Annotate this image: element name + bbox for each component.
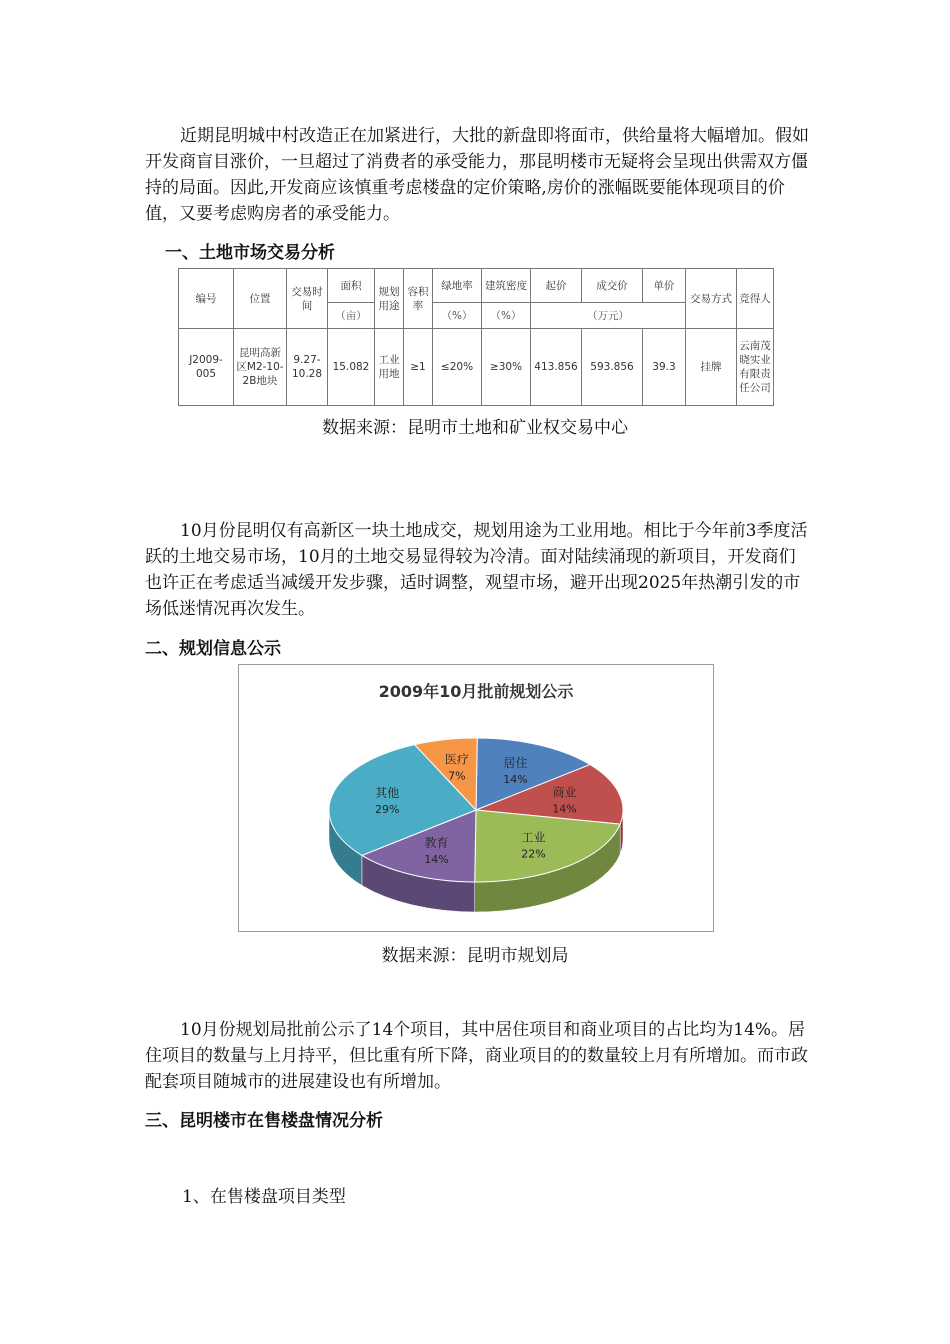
pie-label-医疗: 医疗: [444, 752, 469, 767]
item-1: 1、在售楼盘项目类型: [182, 1187, 346, 1207]
intro-paragraph: 近期昆明城中村改造正在加紧进行，大批的新盘即将面市，供给量将大幅增加。假如开发商盲目涨价，一旦超过了消费者的承受能力，那昆明楼市无疑将会呈现出供需双方僵持的局面。因此,开发商应该慎重考虑楼盘的定价策略,房价的涨幅既要能体现项目的价值，又要考虑购房者的承受能力。: [145, 126, 809, 224]
pie-label-工业: 工业: [521, 830, 546, 845]
pie-label-其他: 其他: [375, 785, 400, 800]
header-far: 容积率: [404, 269, 433, 329]
unit-price: （万元）: [531, 303, 686, 329]
pie-tops: [329, 738, 623, 882]
unit-area: （亩）: [328, 303, 375, 329]
pie-chart-svg: [239, 665, 713, 931]
header-start-price: 起价: [531, 269, 582, 303]
header-use: 规划用途: [375, 269, 404, 329]
cell-green: ≤20%: [433, 329, 482, 406]
pie-label-居住: 居住: [503, 755, 528, 770]
table-row: [179, 329, 774, 406]
land-transaction-table: [178, 268, 774, 406]
header-time: 交易时间: [287, 269, 328, 329]
pie-value-工业: 22%: [521, 847, 546, 861]
header-green: 绿地率: [433, 269, 482, 303]
unit-density: （%）: [482, 303, 531, 329]
cell-location: 昆明高新区M2-10-2B地块: [234, 329, 287, 406]
source-planning: 数据来源：昆明市规划局: [381, 946, 569, 966]
cell-deal-price: 593.856: [582, 329, 643, 406]
paragraph-land-analysis: 10月份昆明仅有高新区一块土地成交，规划用途为工业用地。相比于今年前3季度活跃的土地交易市场，10月的土地交易显得较为冷清。面对陆续涌现的新项目，开发商们也许正在考虑适当减缓开发步骤，适时调整，观望市场，避开出现2025年热潮引发的市场低迷情况再次发生。: [145, 521, 808, 619]
section-1-title: 一、土地市场交易分析: [165, 243, 335, 263]
cell-use: 工业用地: [375, 329, 404, 406]
pie-value-医疗: 7%: [448, 769, 466, 783]
section-3-title: 三、昆明楼市在售楼盘情况分析: [145, 1111, 383, 1131]
header-deal-price: 成交价: [582, 269, 643, 303]
pie-label-商业: 商业: [552, 785, 577, 800]
cell-time: 9.27-10.28: [287, 329, 328, 406]
pie-value-居住: 14%: [503, 772, 528, 786]
source-land: 数据来源：昆明市土地和矿业权交易中心: [322, 418, 628, 438]
header-density: 建筑密度: [482, 269, 531, 303]
pie-value-商业: 14%: [552, 802, 577, 816]
pie-value-其他: 29%: [375, 802, 400, 816]
pie-value-教育: 14%: [424, 853, 449, 867]
paragraph-planning-analysis: 10月份规划局批前公示了14个项目，其中居住项目和商业项目的占比均为14%。居住项目的数量与上月持平，但比重有所下降，商业项目的的数量较上月有所增加。而市政配套项目随城市的进展建设也有所增加。: [145, 1020, 808, 1092]
cell-code: J2009-005: [179, 329, 234, 406]
cell-area: 15.082: [328, 329, 375, 406]
cell-method: 挂牌: [686, 329, 737, 406]
header-method: 交易方式: [686, 269, 737, 329]
cell-density: ≥30%: [482, 329, 531, 406]
header-area: 面积: [328, 269, 375, 303]
header-winner: 竞得人: [737, 269, 774, 329]
pie-label-教育: 教育: [424, 836, 449, 851]
header-code: 编号: [179, 269, 234, 329]
header-location: 位置: [234, 269, 287, 329]
cell-start-price: 413.856: [531, 329, 582, 406]
planning-pie-chart: [238, 664, 714, 932]
header-unit-price: 单价: [643, 269, 686, 303]
section-2-title: 二、规划信息公示: [145, 639, 281, 659]
unit-green: （%）: [433, 303, 482, 329]
chart-title: 2009年10月批前规划公示: [378, 682, 574, 701]
cell-far: ≥1: [404, 329, 433, 406]
cell-winner: 云南茂晓实业有限责任公司: [737, 329, 774, 406]
cell-unit-price: 39.3: [643, 329, 686, 406]
